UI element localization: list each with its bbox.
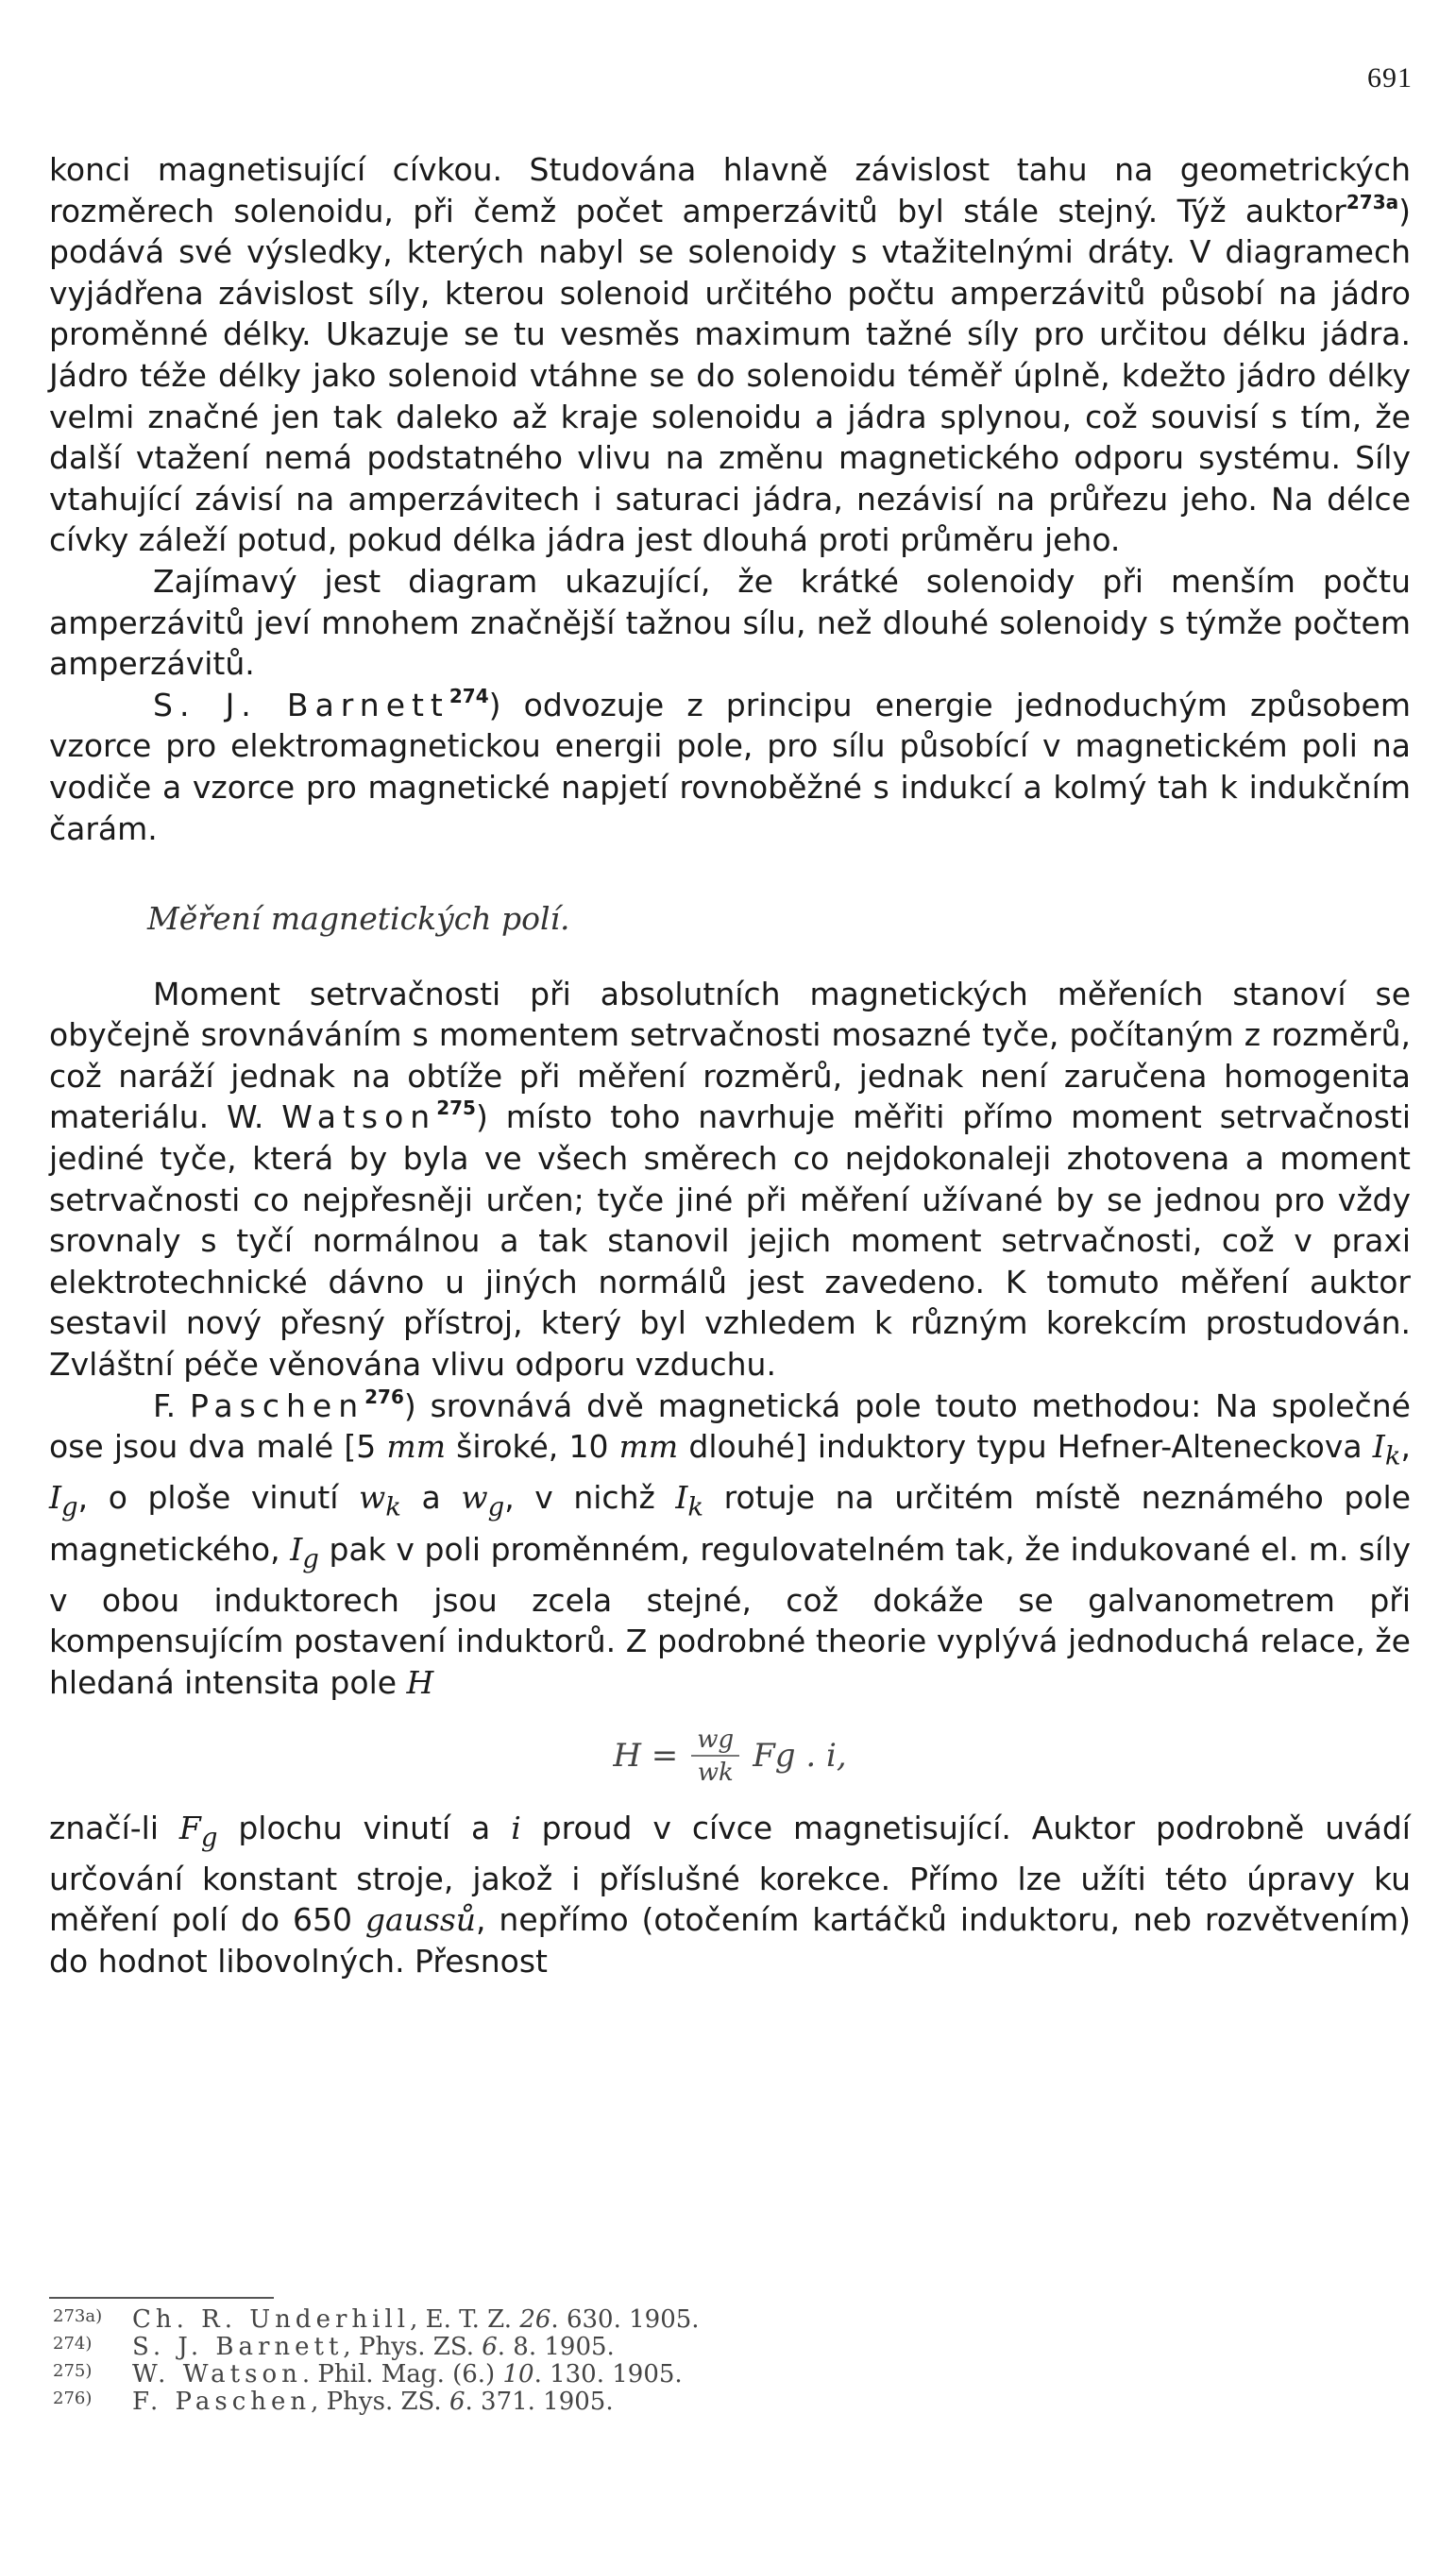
footnote	[53, 2387, 700, 2416]
symbol-sub: k	[385, 1492, 401, 1522]
footnote-text: , Phys. ZS.	[343, 2333, 483, 2361]
p5-text: , o ploše vinutí	[77, 1479, 360, 1517]
author-name: Watson	[281, 1098, 437, 1136]
footnote-ref: 276	[364, 1385, 404, 1408]
formula-rhs: Fg . i,	[753, 1736, 847, 1775]
footnote-text: . 371. 1905.	[465, 2388, 614, 2416]
symbol-sub: k	[687, 1492, 704, 1522]
footnote-text: . 130. 1905.	[533, 2360, 683, 2388]
formula-lhs: H =	[613, 1736, 679, 1775]
page-number: 691	[1367, 62, 1413, 94]
p5-text: dlouhé] induktory typu Hefner-Alteneckova	[678, 1428, 1373, 1466]
footnote-text: . 630. 1905.	[550, 2305, 700, 2334]
formula-fraction	[691, 1725, 739, 1789]
p5-text: a	[400, 1479, 462, 1517]
unit: mm	[386, 1428, 446, 1466]
footnote-volume: 6	[482, 2333, 498, 2361]
symbol: I	[49, 1479, 62, 1517]
footnote-volume: 10	[502, 2360, 534, 2388]
formula-denominator: wk	[697, 1758, 734, 1787]
paragraph-6	[49, 1808, 1411, 1982]
symbol: w	[461, 1479, 488, 1517]
footnote-mark: 276)	[53, 2388, 93, 2408]
p5-text: ) srovnává dvě magnetická pole touto methodou: Na společné ose jsou dva malé [5	[49, 1386, 1411, 1466]
footnote-author: F. Paschen	[132, 2388, 312, 2416]
body-text	[49, 149, 1411, 1982]
unit: gaussů	[364, 1901, 477, 1939]
symbol: H	[406, 1663, 434, 1701]
p5-text: ,	[1400, 1428, 1412, 1466]
footnote-author: W. Watson	[132, 2360, 302, 2388]
footnote-author: Ch. R. Underhill	[132, 2305, 411, 2334]
symbol: I	[290, 1530, 303, 1568]
paragraph-2: Zajímavý jest diagram ukazující, že krátké solenoidy při menším počtu amperzávitů jeví mnohem značnější tažnou sílu, než dlouhé solenoidy s týmže počtem amperzávitů.	[49, 562, 1411, 683]
p6-text: proud v cívce magnetisující. Auktor podrobně uvádí určování konstant stroje, jakož i příslušné korekce. Přímo lze užíti této úpravy ku měření polí do 650	[49, 1809, 1411, 1939]
symbol: i	[511, 1809, 521, 1846]
footnote-text: , E. T. Z.	[410, 2305, 520, 2334]
author-name: S. J. Barnett	[153, 686, 449, 723]
p1-text: konci magnetisující cívkou. Studována hlavně závislost tahu na geometrických rozměrech solenoidu, při čemž počet amperzávitů byl stále stejný. Týž auktor	[49, 151, 1411, 230]
p5-text: široké, 10	[446, 1428, 619, 1466]
footnote-ref: 274	[449, 684, 489, 707]
symbol: w	[359, 1479, 386, 1517]
section-heading: Měření magnetických polí.	[147, 900, 570, 938]
footnote-rule	[49, 2297, 274, 2299]
footnote-mark: 275)	[53, 2361, 93, 2381]
p1-text-rest: ) podává své výsledky, kterých nabyl se solenoidy s vtažitelnými dráty. V diagramech vyjádřena závislost síly, kterou solenoid určitého počtu amperzávitů působí na jádro proměnné délky. Ukazuje se tu vesměs maximum tažné síly pro určitou délku jádra. Jádro téže délky jako solenoid vtáhne se do solenoidu téměř úplně, kdežto jádro délky velmi značné jen tak daleko až kraje solenoidu a jádra splynou, což souvisí s tím, že další vtažení nemá podstatného vlivu na změnu magnetického odporu systému. Síly vtahující závisí na amperzávitech i saturaci jádra, nezávisí na průřezu jeho. Na délce cívky záleží potud, pokud délka jádra jest dlouhá proti průměru jeho.	[49, 192, 1411, 559]
unit: mm	[618, 1428, 679, 1466]
footnote-text: . 8. 1905.	[497, 2333, 615, 2361]
p4-text: Moment setrvačnosti při absolutních magnetických měřeních stanoví se obyčejně srovnáváním s momentem setrvačnosti mosazné tyče, počítaným z rozměrů, což naráží jednak na obtíže při měření rozměrů, jednak není zaručena homogenita materiálu. W.	[49, 975, 1411, 1136]
symbol: F	[178, 1809, 201, 1846]
footnote-text: , Phys. ZS.	[311, 2388, 449, 2416]
footnotes	[53, 2304, 700, 2416]
footnote-ref: 275	[436, 1096, 476, 1120]
paragraph-1	[49, 149, 1411, 561]
footnote-volume: 26	[519, 2305, 551, 2334]
p5-text: rotuje na určitém místě neznámého pole magnetického,	[49, 1479, 1412, 1568]
footnote-mark: 274)	[53, 2334, 93, 2354]
footnote-mark: 273a)	[53, 2306, 103, 2326]
p6-text: značí-li	[49, 1809, 179, 1846]
p6-text: , nepřímo (otočením kartáčků induktoru, neb rozvětvením) do hodnot libovolných. Přesnost	[49, 1901, 1411, 1980]
symbol: I	[675, 1479, 688, 1517]
footnote-author: S. J. Barnett	[132, 2333, 344, 2361]
paragraph-5	[49, 1386, 1411, 1704]
p5-text: , v nichž	[504, 1479, 676, 1517]
symbol-sub: g	[200, 1822, 218, 1853]
footnote-text: . Phil. Mag. (6.)	[301, 2360, 503, 2388]
author-name: Paschen	[190, 1386, 365, 1424]
p5-text: pak v poli proměnném, regulovatelném tak, že indukované el. m. síly v obou induktorech jsou zcela stejné, což dokáže se galvanometrem při kompensujícím postavení induktorů. Z podrobné theorie vyplývá jednoduchá relace, že hledaná intensita pole	[49, 1530, 1412, 1701]
p5-text: F.	[153, 1386, 191, 1424]
symbol-sub: g	[61, 1492, 78, 1522]
formula	[49, 1725, 1411, 1789]
symbol-sub: g	[487, 1492, 505, 1522]
symbol: I	[1372, 1428, 1385, 1466]
footnote-volume: 6	[449, 2388, 466, 2416]
formula-numerator: wg	[691, 1725, 739, 1757]
p3-text: ) odvozuje z principu energie jednoduchým způsobem vzorce pro elektromagnetickou energii pole, pro sílu působící v magnetickém poli na vodiče a vzorce pro magnetické napjetí rovnoběžné s indukcí a kolmý tah k indukčním čarám.	[49, 686, 1411, 847]
p4-text-rest: ) místo toho navrhuje měřiti přímo moment setrvačnosti jediné tyče, která by byla ve všech směrech co nejdokonaleji zhotovena a moment setrvačnosti co nejpřesněji určen; tyče jiné při měření užívané by se jednou pro vždy srovnaly s tyčí normálnou a tak stanovil jejich moment setrvačnosti, což v praxi elektrotechnické dávno u jiných normálů jest zavedeno. K tomuto měření auktor sestavil nový přesný přístroj, který byl vzhledem k různým korekcím prostudován. Zvláštní péče věnována vlivu odporu vzduchu.	[49, 1098, 1411, 1384]
footnote-ref: 273a	[1346, 190, 1399, 213]
footnote	[53, 2359, 700, 2388]
symbol-sub: k	[1384, 1440, 1401, 1471]
symbol-sub: g	[302, 1543, 319, 1574]
paragraph-4	[49, 974, 1411, 1386]
footnote	[53, 2332, 700, 2361]
footnote	[53, 2304, 700, 2334]
p6-text: plochu vinutí a	[217, 1809, 512, 1846]
paragraph-3	[49, 685, 1411, 849]
